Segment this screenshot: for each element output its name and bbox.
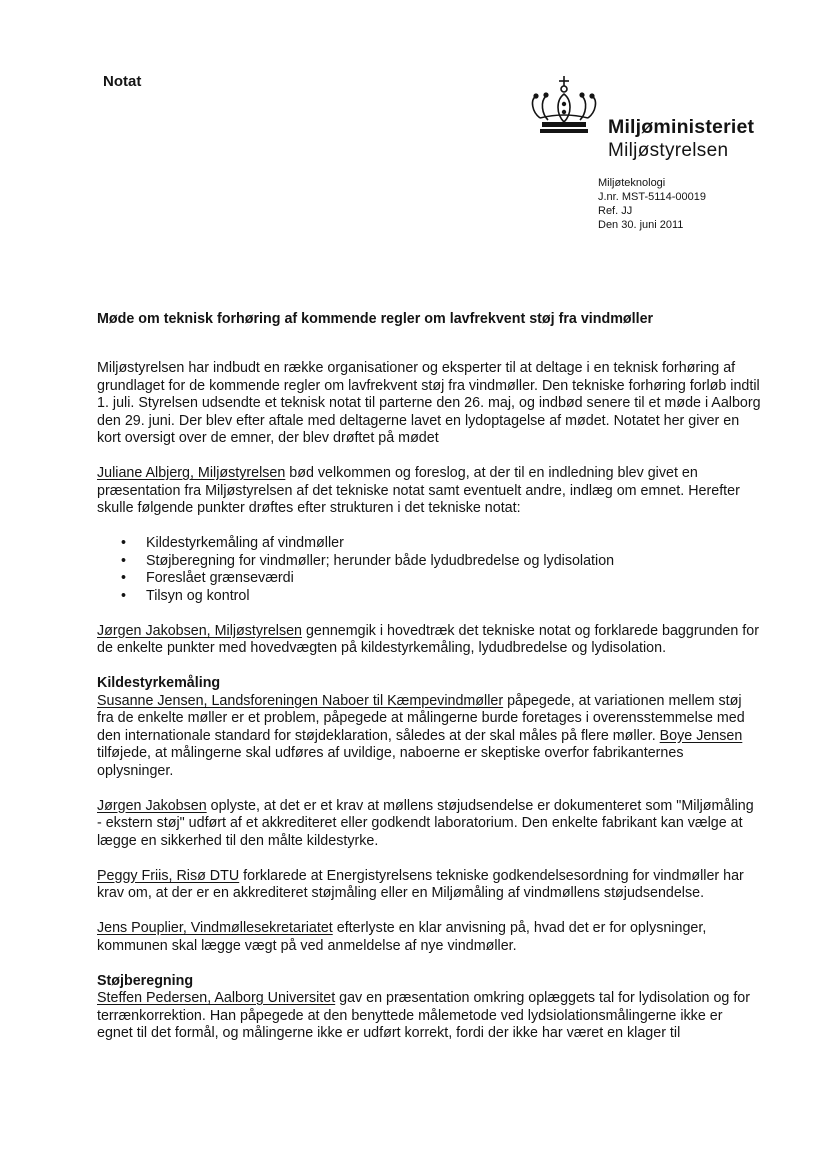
meta-department: Miljøteknologi: [598, 177, 666, 189]
meta-journal-number: J.nr. MST-5114-00019: [598, 191, 707, 203]
paragraph-text: gav en præsentation omkring oplæggets tal for lydisolation og for terrænkorrektion. Han påpegede at den benyttede målemetode ved lydsiolationsmålingerne ikke er egnet til det formål, og målingerne ikke er udført korrekt, fordi der ikke har været en klager til: [97, 990, 751, 1041]
speaker-name: Peggy Friis, Risø DTU: [97, 867, 240, 884]
intro-paragraph: Miljøstyrelsen har indbudt en række organisationer og eksperter til at deltage i en teknisk forhøring af grundlaget for de kommende regler om lavfrekvent støj fra vindmøller. Den tekniske forhøring forløb indtil 1. juli. Styrelsen udsendte et teknisk notat til parterne den 26. maj, og indbød senere til et møde i Aalborg den 29. juni. Der blev efter aftale med deltagerne lavet en lydoptagelse af mødet. Notatet her giver en kort oversigt over de emner, der blev drøftet på mødet: [97, 360, 761, 446]
paragraph-text: oplyste, at det er et krav at møllens støjudsendelse er dokumenteret som "Miljømåling - ekstern støj" udført af et akkrediteret eller godkendt laboratorium. Den enkelte fabrikant kan vælge at lægge en sikkerhed til den målte kildestyrke.: [97, 797, 754, 849]
section-paragraph: [97, 798, 762, 851]
document-body: [97, 360, 762, 1060]
paragraph-text: gennemgik i hovedtræk det tekniske notat og forklarede baggrunden for de enkelte punkter med hovedvægten på kildestyrkemåling, lydudbredelse og lydisolation.: [97, 622, 759, 656]
crown-logo: [528, 74, 600, 138]
section-paragraph: [97, 868, 762, 903]
agenda-item: • Tilsyn og kontrol: [146, 588, 762, 606]
section-paragraph: [97, 920, 762, 955]
overview-paragraph: [97, 623, 762, 658]
welcome-paragraph: [97, 465, 762, 518]
meta-reference: Ref. JJ: [598, 205, 633, 217]
paragraph-text: tilføjede, at målingerne skal udføres af uvildige, naboerne er skeptiske overfor fabrikanternes oplysninger.: [97, 745, 684, 779]
agenda-item: • Støjberegning for vindmøller; herunder både lydudbredelse og lydisolation: [146, 553, 762, 571]
speaker-name: Jørgen Jakobsen, Miljøstyrelsen: [97, 622, 302, 639]
agenda-list: [97, 535, 762, 605]
agency-name: Miljøstyrelsen: [608, 140, 729, 161]
speaker-name: Jens Pouplier, Vindmøllesekretariatet: [97, 920, 333, 936]
section-paragraph: [97, 693, 762, 781]
section-paragraph: [97, 990, 762, 1043]
paragraph-text: bød velkommen og foreslog, at der til en indledning blev givet en præsentation fra Miljøstyrelsen af det tekniske notat samt eventuelt andre, indlæg om emnet. Herefter skulle følgende punkter drøftes efter strukturen i det tekniske notat:: [97, 465, 740, 516]
document-title: Møde om teknisk forhøring af kommende regler om lavfrekvent støj fra vindmøller: [97, 311, 654, 327]
document-type: Notat: [103, 73, 142, 90]
speaker-name: Jørgen Jakobsen: [97, 797, 207, 814]
ministry-name: Miljøministeriet: [608, 116, 755, 138]
section-heading-kildestyrke: Kildestyrkemåling: [97, 675, 221, 691]
speaker-name: Steffen Pedersen, Aalborg Universitet: [97, 990, 336, 1006]
speaker-name: Juliane Albjerg, Miljøstyrelsen: [97, 465, 286, 481]
section-heading-stoejberegning: Støjberegning: [97, 972, 194, 989]
speaker-name: Susanne Jensen, Landsforeningen Naboer til Kæmpevindmøller: [97, 692, 504, 709]
paragraph-text: efterlyste en klar anvisning på, hvad det er for oplysninger, kommunen skal lægge vægt på ved anmeldelse af nye vindmøller.: [97, 920, 707, 954]
document-meta: [598, 176, 706, 232]
speaker-name: Boye Jensen: [659, 727, 743, 744]
meta-date: Den 30. juni 2011: [598, 219, 684, 231]
paragraph-text: påpegede, at variationen mellem støj fra de enkelte møller er et problem, påpegede at målingerne burde foretages i overensstemmelse med den internationale standard for støjdeklaration, således at der skal måles på flere møller.: [97, 692, 745, 744]
agenda-item: • Kildestyrkemåling af vindmøller: [146, 535, 762, 553]
agenda-item: • Foreslået grænseværdi: [146, 570, 762, 588]
paragraph-text: forklarede at Energistyrelsens tekniske godkendelsesordning for vindmøller har krav om, at der er en akkrediteret støjmåling eller en Miljømåling af vindmøllens støjudsendelse.: [97, 867, 744, 901]
